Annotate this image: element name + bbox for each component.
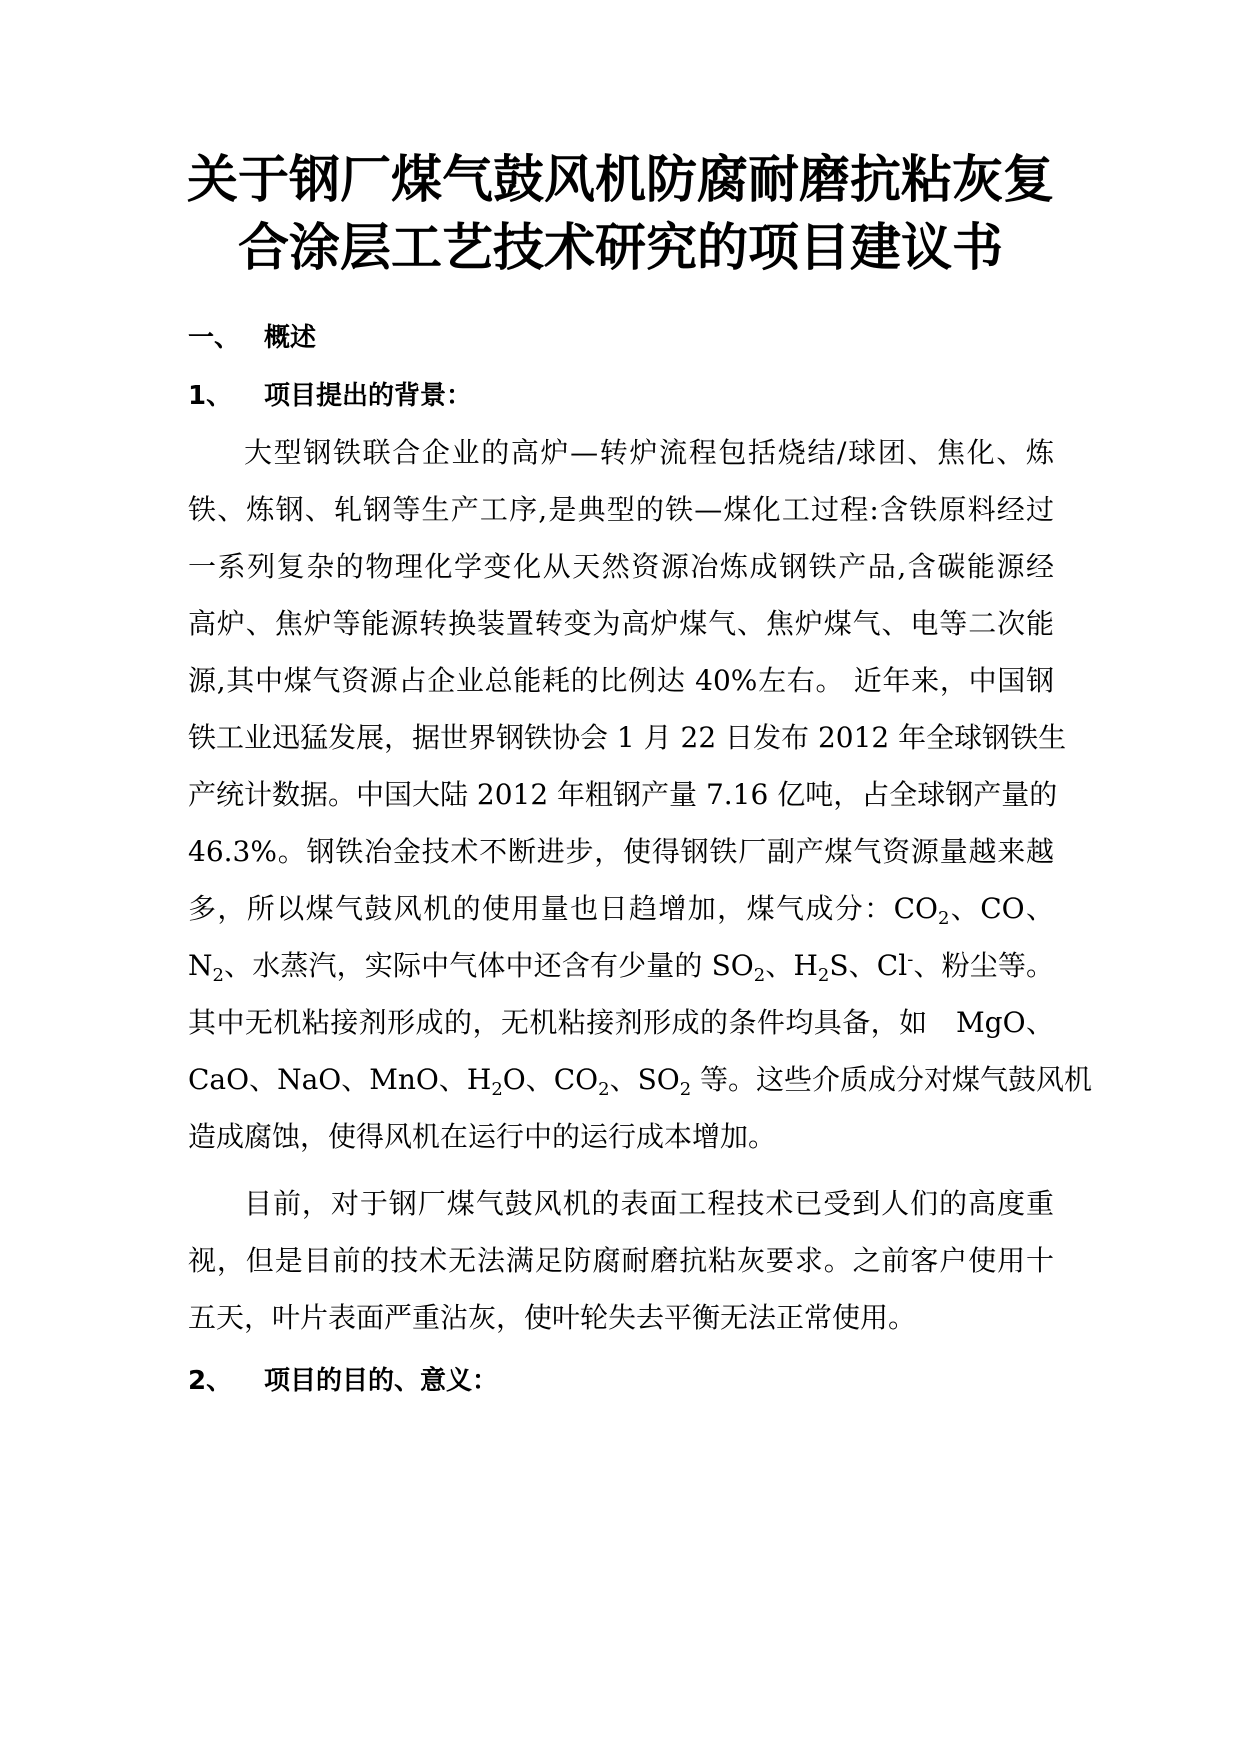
paragraph-line: 视，但是目前的技术无法满足防腐耐磨抗粘灰要求。之前客户使用十 (188, 1244, 1054, 1277)
paragraph-line: 46.3%。钢铁冶金技术不断进步，使得钢铁厂副产煤气资源量越来越 (188, 835, 1054, 868)
paragraph-line: 其中无机粘接剂形成的，无机粘接剂形成的条件均具备，如 MgO、 (188, 1006, 1054, 1039)
paragraph-line: 造成腐蚀，使得风机在运行中的运行成本增加。 (188, 1120, 777, 1153)
subsection-number: 1、 (188, 381, 233, 411)
subsection-label: 项目的目的、意义： (264, 1366, 499, 1396)
text-run: CaO、NaO、MnO、H (188, 1063, 492, 1096)
paragraph-line (188, 946, 1054, 986)
subsection-number: 2、 (188, 1366, 233, 1396)
paragraph-line: 一系列复杂的物理化学变化从天然资源冶炼成钢铁产品,含碳能源经 (188, 550, 1054, 583)
paragraph-line: 大型钢铁联合企业的高炉—转炉流程包括烧结/球团、焦化、炼 (244, 436, 1054, 469)
text-run: S、Cl (829, 949, 908, 982)
text-run: 等。这些介质成分对煤气鼓风机 (691, 1063, 1093, 1096)
paragraph-line: 铁、炼钢、轧钢等生产工序,是典型的铁—煤化工过程:含铁原料经过 (188, 493, 1054, 526)
subscript: 2 (598, 1079, 610, 1100)
paragraph-line: 目前，对于钢厂煤气鼓风机的表面工程技术已受到人们的高度重 (244, 1187, 1054, 1220)
paragraph-line: 产统计数据。中国大陆 2012 年粗钢产量 7.16 亿吨，占全球钢产量的 (188, 778, 1058, 811)
subscript: 2 (817, 965, 830, 986)
subscript: 2 (491, 1079, 503, 1100)
document-title-line-1: 关于钢厂煤气鼓风机防腐耐磨抗粘灰复 (186, 151, 1054, 210)
text-run: N (188, 949, 213, 982)
document-title-line-2: 合涂层工艺技术研究的项目建议书 (237, 219, 1003, 278)
paragraph-line: 高炉、焦炉等能源转换装置转变为高炉煤气、焦炉煤气、电等二次能 (188, 607, 1054, 640)
text-run: 、CO、 (949, 892, 1054, 925)
paragraph-line (188, 1060, 1093, 1100)
section-label: 概述 (264, 323, 317, 353)
paragraph-line: 铁工业迅猛发展，据世界钢铁协会 1 月 22 日发布 2012 年全球钢铁生 (188, 721, 1067, 754)
paragraph-line (188, 889, 1054, 929)
superscript: - (907, 949, 914, 970)
text-run: 、水蒸汽，实际中气体中还含有少量的 SO (223, 949, 754, 982)
subscript: 2 (937, 908, 950, 929)
text-run: 、SO (609, 1063, 680, 1096)
paragraph-line: 五天，叶片表面严重沾灰，使叶轮失去平衡无法正常使用。 (188, 1301, 917, 1334)
section-number: 一、 (188, 323, 241, 353)
subsection-heading-background (188, 376, 472, 416)
paragraph-line: 源,其中煤气资源占企业总能耗的比例达 40%左右。 近年来，中国钢 (188, 664, 1054, 697)
text-run: O、CO (502, 1063, 599, 1096)
section-heading-overview (188, 318, 316, 358)
subsection-heading-purpose (188, 1361, 498, 1401)
text-run: 、H (765, 949, 818, 982)
text-run: 多，所以煤气鼓风机的使用量也日趋增加，煤气成分：CO (188, 892, 938, 925)
subscript: 2 (753, 965, 766, 986)
subsection-label: 项目提出的背景： (264, 381, 473, 411)
subscript: 2 (679, 1079, 692, 1100)
subscript: 2 (212, 965, 224, 986)
text-run: 、粉尘等。 (913, 949, 1055, 982)
